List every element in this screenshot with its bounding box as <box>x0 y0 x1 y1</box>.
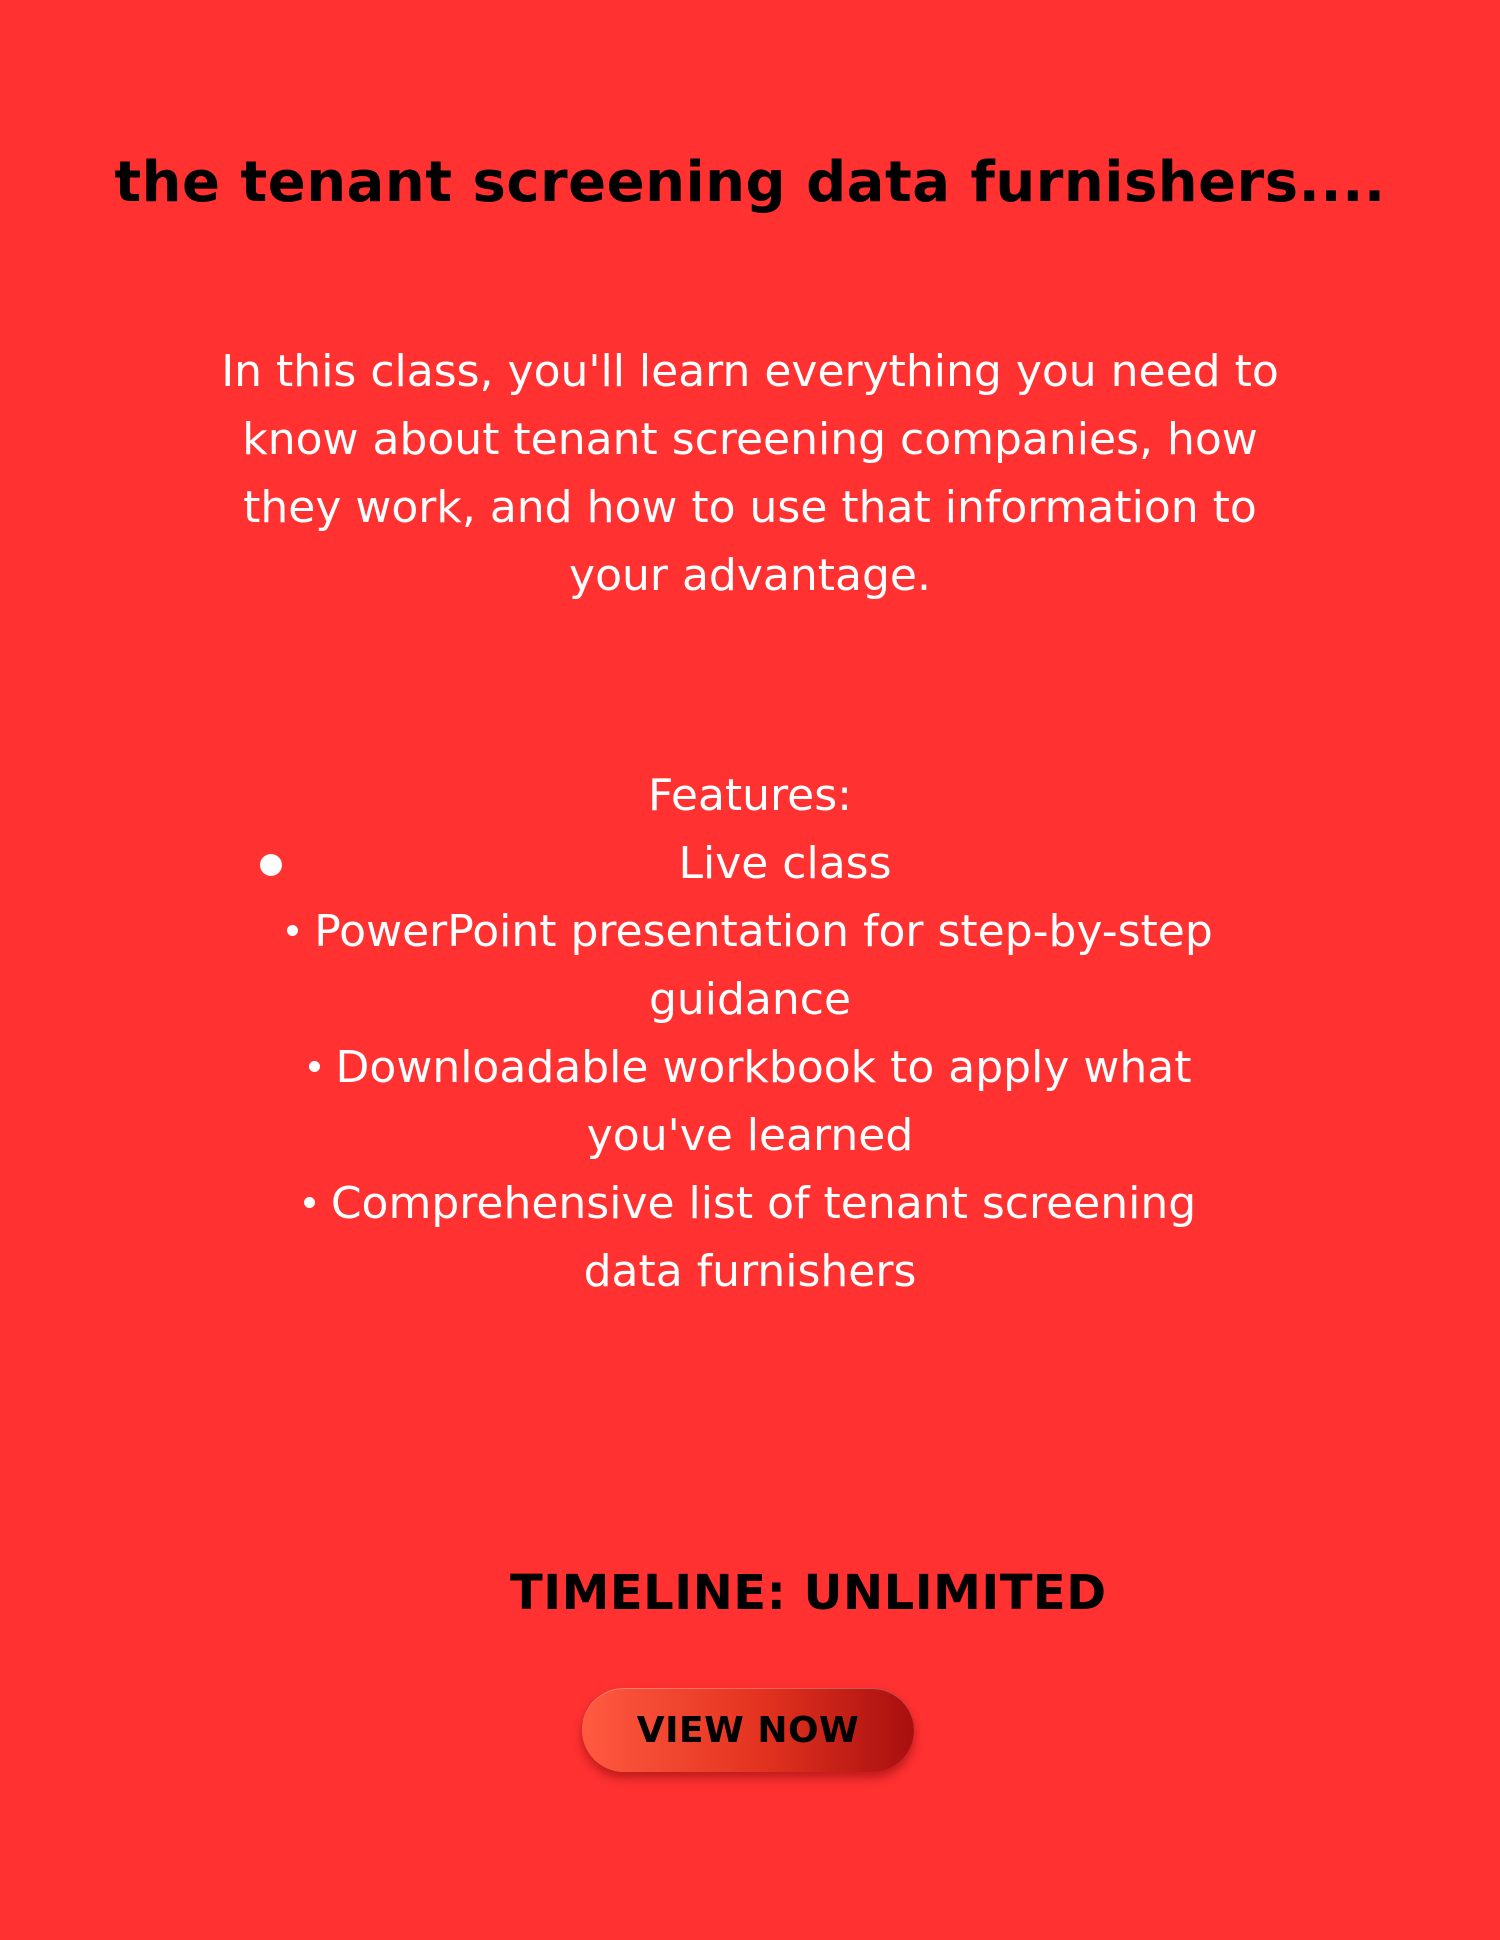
feature-item-label: PowerPoint presentation for step-by-step guidance <box>314 906 1213 1025</box>
feature-item <box>250 898 1250 1034</box>
intro-paragraph: In this class, you'll learn everything you need to know about tenant screening companies, how they work, and how to use that information to your advantage. <box>221 346 1279 601</box>
bullet-icon <box>260 854 282 876</box>
bullet-icon <box>309 1061 320 1072</box>
bullet-icon <box>287 925 298 936</box>
bullet-icon <box>304 1197 315 1208</box>
features-heading: Features: <box>647 770 852 821</box>
feature-item <box>250 830 1250 898</box>
feature-item <box>250 1170 1250 1306</box>
page-title: the tenant screening data furnishers.... <box>114 150 1386 215</box>
features-list <box>250 830 1250 1306</box>
timeline-label: TIMELINE: UNLIMITED <box>510 1565 1107 1621</box>
feature-item <box>250 1034 1250 1170</box>
feature-item-label: Downloadable workbook to apply what you've learned <box>335 1042 1192 1161</box>
feature-item-label: Comprehensive list of tenant screening data furnishers <box>330 1178 1197 1297</box>
features-section <box>250 762 1250 1306</box>
view-now-button[interactable]: VIEW NOW <box>582 1688 914 1772</box>
feature-item-label: Live class <box>678 838 892 889</box>
